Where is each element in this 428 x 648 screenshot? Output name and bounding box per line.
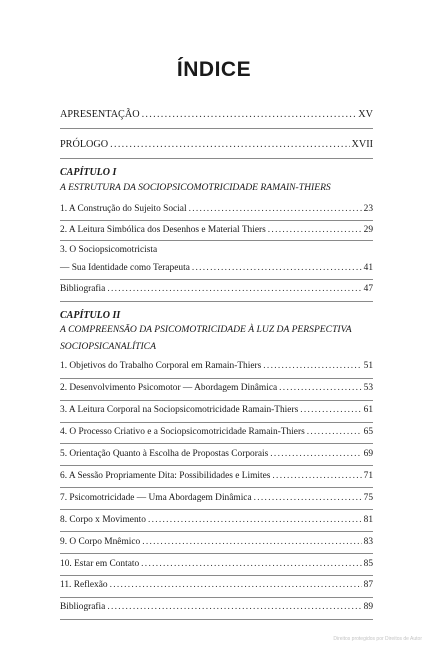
toc-entry-label: 5. Orientação Quanto à Escolha de Propostas Corporais xyxy=(60,449,269,459)
toc-entry[interactable] xyxy=(60,471,373,482)
leader-dots xyxy=(148,515,362,526)
leader-dots xyxy=(110,580,362,591)
toc-entry-label: 1. Objetivos do Trabalho Corporal em Ramain-Thiers xyxy=(60,361,262,371)
toc-entry-page: 29 xyxy=(363,225,373,235)
divider xyxy=(60,128,373,129)
toc-entry-label: 2. Desenvolvimento Psicomotor — Abordagem Dinâmica xyxy=(60,383,278,393)
toc-entry[interactable] xyxy=(60,515,373,526)
divider xyxy=(60,619,373,620)
divider xyxy=(60,422,373,423)
toc-entry-prologo[interactable] xyxy=(60,139,373,150)
chapter-label: CAPÍTULO II xyxy=(60,310,121,321)
leader-dots xyxy=(263,361,361,372)
toc-entry-page: XV xyxy=(358,109,373,120)
leader-dots xyxy=(107,602,361,613)
leader-dots xyxy=(268,225,362,236)
leader-dots xyxy=(110,139,349,150)
divider xyxy=(60,531,373,532)
chapter-title: A ESTRUTURA DA SOCIOPSICOMOTRICIDADE RAMAIN-THIERS xyxy=(60,182,331,193)
toc-entry-page: 65 xyxy=(363,427,373,437)
divider xyxy=(60,597,373,598)
toc-entry[interactable] xyxy=(60,493,373,504)
toc-entry-page: 75 xyxy=(363,493,373,503)
toc-entry-page: 41 xyxy=(363,263,373,273)
toc-entry-page: 89 xyxy=(363,602,373,612)
divider xyxy=(60,220,373,221)
toc-entry-label: 3. A Leitura Corporal na Sociopsicomotricidade Ramain-Thiers xyxy=(60,405,299,415)
divider xyxy=(60,400,373,401)
divider xyxy=(60,553,373,554)
toc-entry-label: 7. Psicomotricidade — Uma Abordagem Dinâmica xyxy=(60,493,252,503)
leader-dots xyxy=(279,383,361,394)
leader-dots xyxy=(107,284,361,295)
toc-entry-page: 61 xyxy=(363,405,373,415)
toc-entry-bibliografia[interactable] xyxy=(60,284,373,295)
toc-entry-bibliografia[interactable] xyxy=(60,602,373,613)
toc-entry[interactable] xyxy=(60,263,373,274)
divider xyxy=(60,301,373,302)
toc-entry-page: 71 xyxy=(363,471,373,481)
divider xyxy=(60,378,373,379)
toc-entry[interactable] xyxy=(60,537,373,548)
leader-dots xyxy=(270,449,361,460)
toc-entry-label: 1. A Construção do Sujeito Social xyxy=(60,204,187,214)
divider xyxy=(60,443,373,444)
divider xyxy=(60,575,373,576)
divider xyxy=(60,240,373,241)
toc-entry[interactable] xyxy=(60,559,373,570)
leader-dots xyxy=(254,493,362,504)
toc-entry-label: Bibliografia xyxy=(60,284,106,294)
toc-entry-label: 2. A Leitura Simbólica dos Desenhos e Material Thiers xyxy=(60,225,266,235)
leader-dots xyxy=(300,405,361,416)
toc-entry-apresentacao[interactable] xyxy=(60,109,373,120)
toc-entry[interactable] xyxy=(60,361,373,372)
leader-dots xyxy=(307,427,362,438)
toc-entry-label: 9. O Corpo Mnêmico xyxy=(60,537,141,547)
toc-entry[interactable] xyxy=(60,405,373,416)
toc-entry[interactable] xyxy=(60,427,373,438)
toc-entry-page: 81 xyxy=(363,515,373,525)
toc-entry[interactable] xyxy=(60,383,373,394)
divider xyxy=(60,158,373,159)
toc-entry-page: 69 xyxy=(363,449,373,459)
toc-entry-label-line: 3. O Sociopsicomotricista xyxy=(60,245,158,255)
toc-entry-label: Bibliografia xyxy=(60,602,106,612)
toc-entry-label: APRESENTAÇÃO xyxy=(60,109,140,120)
toc-entry-label: 10. Estar em Contato xyxy=(60,559,140,569)
leader-dots xyxy=(189,204,362,215)
toc-entry-label: 4. O Processo Criativo e a Sociopsicomotricidade Ramain-Thiers xyxy=(60,427,305,437)
leader-dots xyxy=(142,537,361,548)
divider xyxy=(60,487,373,488)
toc-entry-label: 8. Corpo x Movimento xyxy=(60,515,146,525)
chapter-label: CAPÍTULO I xyxy=(60,167,117,178)
toc-entry-page: 51 xyxy=(363,361,373,371)
toc-entry-page: 83 xyxy=(363,537,373,547)
leader-dots xyxy=(142,109,357,120)
toc-entry-label: PRÓLOGO xyxy=(60,139,109,150)
leader-dots xyxy=(272,471,361,482)
toc-entry-page: 85 xyxy=(363,559,373,569)
toc-entry-label: 11. Reflexão xyxy=(60,580,108,590)
toc-entry[interactable] xyxy=(60,449,373,460)
toc-entry[interactable] xyxy=(60,225,373,236)
toc-entry-page: 87 xyxy=(363,580,373,590)
toc-entry[interactable] xyxy=(60,204,373,215)
toc-entry-page: 23 xyxy=(363,204,373,214)
toc-entry-page: 53 xyxy=(363,383,373,393)
toc-entry-page: 47 xyxy=(363,284,373,294)
toc-entry-page: XVII xyxy=(351,139,373,150)
page-title: ÍNDICE xyxy=(176,58,252,81)
toc-entry-label: 6. A Sessão Propriamente Dita: Possibilidades e Limites xyxy=(60,471,271,481)
divider xyxy=(60,509,373,510)
leader-dots xyxy=(192,263,362,274)
chapter-title: A COMPREENSÃO DA PSICOMOTRICIDADE À LUZ DA PERSPECTIVA SOCIOPSICANALÍTICA xyxy=(60,324,352,352)
toc-entry[interactable] xyxy=(60,580,373,591)
toc-entry-label: — Sua Identidade como Terapeuta xyxy=(60,263,190,273)
leader-dots xyxy=(141,559,361,570)
divider xyxy=(60,279,373,280)
copyright-watermark: Direitos protegidos por Direitos de Autor xyxy=(333,636,422,642)
divider xyxy=(60,465,373,466)
